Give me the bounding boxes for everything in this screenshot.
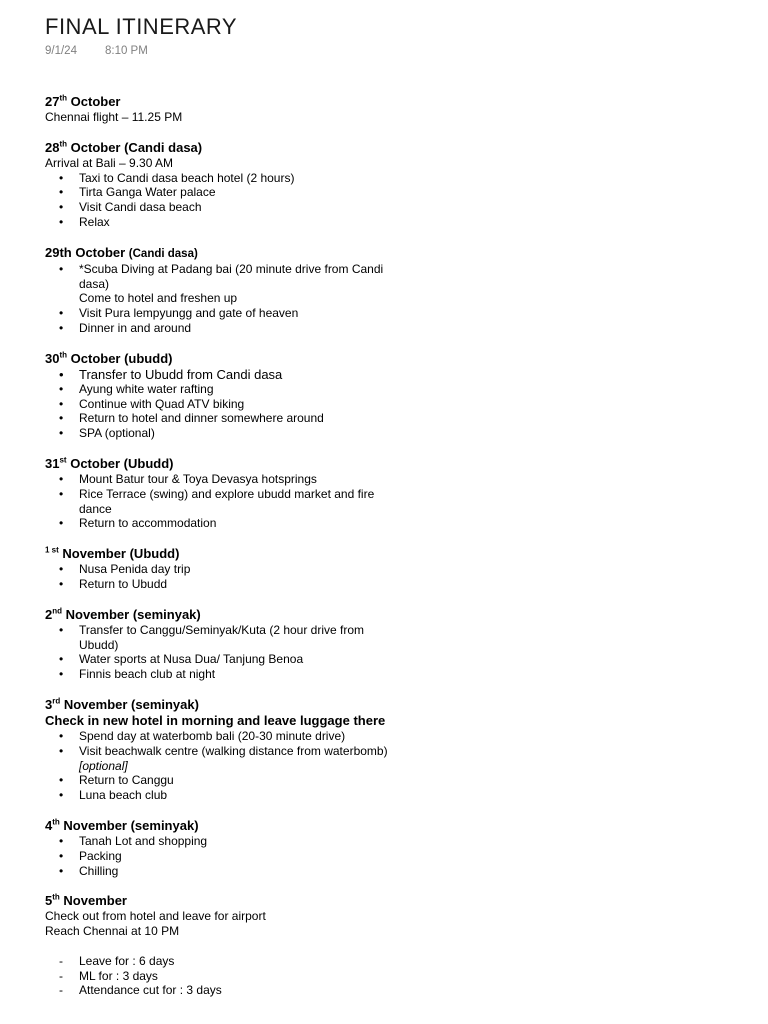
list-item: • Ayung white water rafting — [59, 381, 214, 396]
list-item: - Leave for : 6 days — [59, 953, 175, 968]
day-heading-nov5: 5th November — [45, 892, 127, 909]
day-text: Arrival at Bali – 9.30 AM — [45, 155, 174, 170]
day-heading-oct28: 28th October (Candi dasa) — [45, 139, 203, 155]
list-item: • Tanah Lot and shopping — [59, 833, 208, 848]
day-text: Reach Chennai at 10 PM — [45, 924, 180, 939]
leave-summary-list — [45, 954, 745, 998]
activity-list-nov3 — [45, 729, 745, 803]
day-text: Check out from hotel and leave for airport — [45, 909, 266, 924]
day-heading-oct29: 29th October (Candi dasa) — [45, 244, 198, 260]
list-item: • Luna beach club — [59, 788, 168, 803]
list-item: • Rice Terrace (swing) and explore ubudd market and fire — [59, 486, 375, 501]
day-heading-oct31: 31st October (Ubudd) — [45, 455, 174, 471]
list-item: • Mount Batur tour & Toya Devasya hotsprings — [59, 471, 317, 486]
list-item: • Taxi to Candi dasa beach hotel (2 hours) — [59, 170, 295, 185]
activity-list-nov1 — [45, 562, 745, 592]
list-item: • Spend day at waterbomb bali (20-30 minute drive) — [59, 728, 346, 743]
list-item: • Visit Pura lempyungg and gate of heaven — [59, 306, 299, 321]
list-item: • *Scuba Diving at Padang bai (20 minute drive from Candi — [59, 261, 384, 276]
list-item: - Attendance cut for : 3 days — [59, 983, 222, 998]
activity-list-oct30 — [45, 367, 745, 441]
list-item: • Water sports at Nusa Dua/ Tanjung Benoa — [59, 652, 304, 667]
list-item-continuation: Come to hotel and freshen up — [79, 291, 238, 306]
list-item: • Chilling — [59, 863, 119, 878]
activity-list-oct29 — [45, 262, 745, 336]
day-heading-oct27: 27th October — [45, 93, 121, 109]
list-item-continuation: [optional] — [79, 758, 128, 773]
list-item: • Return to Ubudd — [59, 576, 168, 591]
day-heading-nov1: $^{1 st}$ November (Ubudd) — [45, 545, 180, 562]
day-heading-nov2: 2nd November (seminyak) — [45, 606, 201, 622]
list-item: • SPA (optional) — [59, 426, 155, 441]
activity-list-nov2 — [45, 623, 745, 682]
activity-list-oct31 — [45, 472, 745, 531]
list-item: • Nusa Penida day trip — [59, 562, 191, 577]
list-item: - ML for : 3 days — [59, 968, 158, 983]
activity-list-oct28 — [45, 171, 745, 230]
day-heading-nov3: 3rd November (seminyak) — [45, 696, 199, 712]
list-item: • Dinner in and around — [59, 320, 192, 335]
list-item: • Return to hotel and dinner somewhere around — [59, 411, 324, 426]
document-title: FINAL ITINERARY — [45, 14, 238, 39]
list-item: • Transfer to Ubudd from Candi dasa — [59, 366, 283, 382]
day-heading-nov4: 4th November (seminyak) — [45, 817, 199, 833]
list-item: • Packing — [59, 848, 122, 863]
list-item: • Finnis beach club at night — [59, 667, 216, 682]
list-item: • Transfer to Canggu/Seminyak/Kuta (2 hour drive from — [59, 622, 365, 637]
document-meta — [45, 45, 148, 57]
day-heading-oct30: 30th October (ubudd) — [45, 350, 173, 366]
list-item: • Visit beachwalk centre (walking distance from waterbomb) — [59, 743, 388, 758]
list-item: • Tirta Ganga Water palace — [59, 185, 216, 200]
list-item-continuation: dasa) — [79, 276, 110, 291]
list-item: • Continue with Quad ATV biking — [59, 396, 245, 411]
day-subheading-nov3: Check in new hotel in morning and leave luggage there — [45, 712, 386, 728]
itinerary-content — [45, 94, 745, 998]
list-item: • Visit Candi dasa beach — [59, 200, 202, 215]
list-item: • Relax — [59, 214, 110, 229]
activity-list-nov4 — [45, 834, 745, 878]
list-item: • Return to accommodation — [59, 516, 217, 531]
document-time: 8:10 PM — [104, 45, 148, 57]
list-item: • Return to Canggu — [59, 773, 174, 788]
day-text: Chennai flight – 11.25 PM — [45, 110, 183, 124]
list-item-continuation: dance — [79, 501, 112, 516]
list-item-continuation: Ubudd) — [79, 637, 119, 652]
document-date: 9/1/24 — [45, 45, 77, 57]
